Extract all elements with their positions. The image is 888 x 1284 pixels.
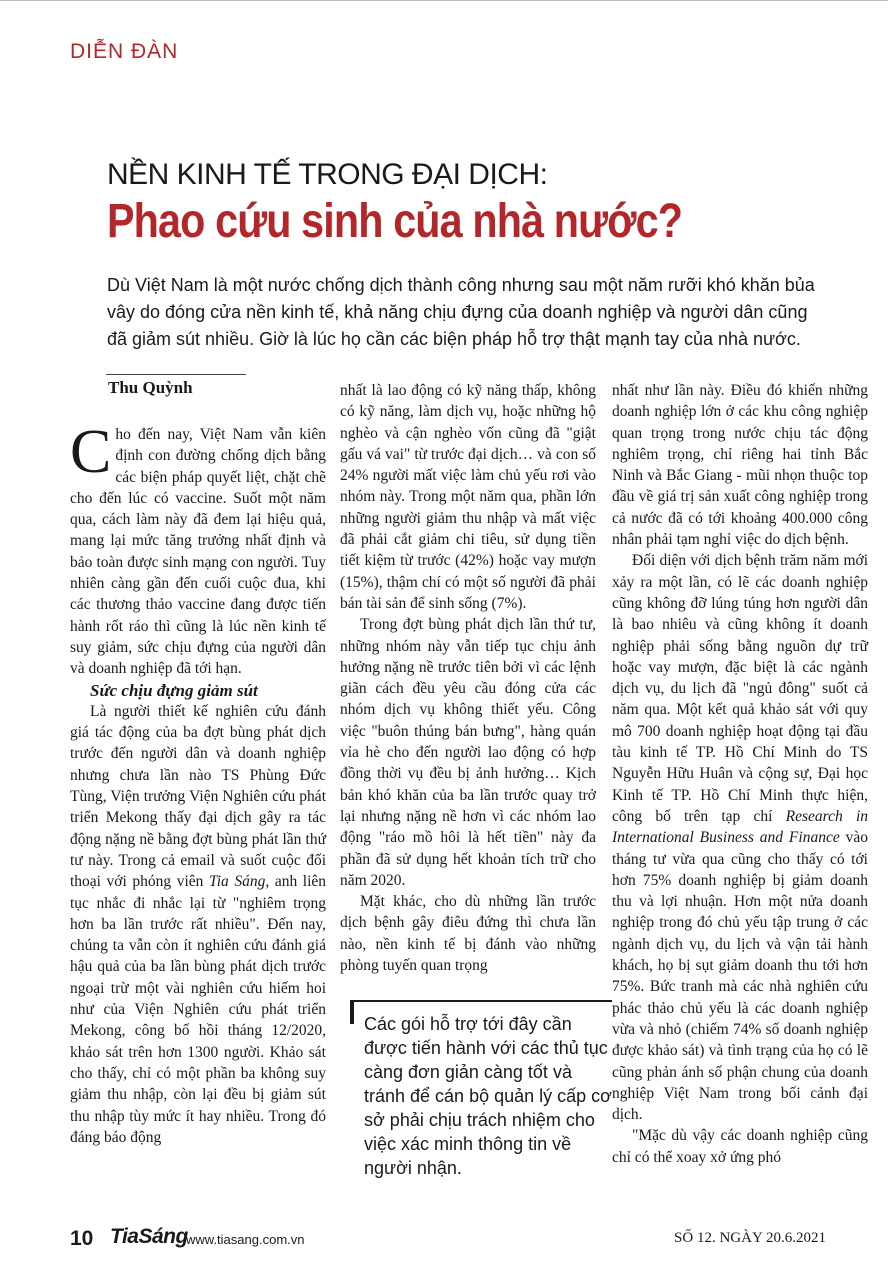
top-rule	[0, 0, 888, 7]
paragraph: "Mặc dù vậy các doanh nghiệp cũng chỉ có thể xoay xở ứng phó	[612, 1127, 868, 1166]
byline-rule	[106, 374, 246, 375]
drop-cap: C	[70, 418, 112, 486]
paragraph: Mặt khác, cho dù những lần trước dịch bệnh gây điêu đứng thì chưa lần nào, nền kinh tế bị đánh vào những phòng tuyến quan trọng	[340, 893, 596, 975]
paragraph-text: vào tháng tư vừa qua cũng cho thấy có tới hơn 75% doanh nghiệp bị giảm doanh thu và lợi nhuận. Hơn một nửa doanh nghiệp trong đó chủ yếu tập trung ở các ngành dịch vụ, du lịch và vận tải hành khách, họ bị sụt giảm doanh thu tới hơn 75%. Bức tranh mà các nhà nghiên cứu phác thảo chủ yếu là các doanh nghiệp vừa và nhỏ (chiếm 74% số doanh nghiệp được khảo sát) và tình trạng của họ có lẽ cũng phản ánh số phận chung của doanh nghiệp Việt Nam trong bối cảnh đại dịch.	[612, 829, 868, 1124]
pull-quote-text: Các gói hỗ trợ tới đây cần được tiến hành với các thủ tục càng đơn giản càng tốt và tránh để cán bộ quản lý cấp cơ sở phải chịu trách nhiệm cho việc xác minh thông tin về người nhận.	[364, 1014, 612, 1178]
paragraph	[612, 550, 868, 1125]
brand-logo: TiaSáng	[110, 1225, 188, 1248]
paragraph: nhất như lần này. Điều đó khiến những doanh nghiệp lớn ở các khu công nghiệp quan trọng trong nước chịu tác động nghiêm trọng, chỉ riêng hai tỉnh Bắc Ninh và Bắc Giang - mũi nhọn thuộc top đầu về giá trị sản xuất công nghiệp trong cả nước đã có tới khoảng 400.000 công nhân phải tạm nghỉ việc do dịch bệnh.	[612, 382, 868, 549]
paragraph-text: Là người thiết kế nghiên cứu đánh giá tác động của ba đợt bùng phát dịch trước đến người dân và doanh nghiệp nhưng chưa lần nào TS Phùng Đức Tùng, Viện trưởng Viện Nghiên cứu phát triển Mekong thấy đại dịch gây ra tác động nặng nề bằng đợt bùng phát lần thứ tư này. Trong cả email và suốt cuộc đối thoại với phóng viên	[70, 702, 326, 891]
paragraph-text: Đối diện với dịch bệnh trăm năm mới xảy ra một lần, có lẽ các doanh nghiệp cũng không đỡ lúng túng hơn người dân là bao nhiêu và cũng không ít doanh nghiệp phải sống bằng nguồn dự trữ hoặc vay mượn, đặc biệt là các ngành dịch vụ, du lịch đã "ngủ đông" suốt cả năm qua. Một kết quả khảo sát với quy mô 700 doanh nghiệp hoạt động tại đầu tàu kinh tế TP. Hồ Chí Minh do TS Nguyễn Hữu Huân và cộng sự, Đại học Kinh tế TP. Hồ Chí Minh thực hiện, công bố trên tạp chí	[612, 552, 868, 825]
paragraph	[70, 418, 326, 680]
paragraph: nhất là lao động có kỹ năng thấp, không có kỹ năng, làm dịch vụ, hoặc những hộ nghèo và cận nghèo vốn cũng đã "giật gấu vá vai" từ trước đại dịch… và con số 24% người mất việc làm chủ yếu rơi vào nhóm này. Trong một năm qua, phần lớn những người giảm thu nhập và mất việc đã phải cắt giảm chi tiêu, sử dụng tiền tiết kiệm từ trước (42%) hoặc vay mượn (15%), thậm chí có một số người đã phải bán tài sản để sinh sống (7%).	[340, 382, 596, 612]
pull-quote-bar	[350, 1002, 354, 1024]
issue-info: SỐ 12. NGÀY 20.6.2021	[674, 1230, 826, 1246]
article-column-2	[340, 380, 596, 976]
journal-name: Research in International Business and Finance	[612, 807, 868, 847]
section-label: DIỄN ĐÀN	[70, 40, 179, 63]
byline: Thu Quỳnh	[108, 378, 193, 397]
pull-quote	[350, 1000, 612, 1180]
article-column-1	[70, 418, 327, 1148]
article-column-3	[612, 380, 868, 1168]
page-number: 10	[70, 1227, 94, 1250]
lede: Dù Việt Nam là một nước chống dịch thành công nhưng sau một năm rưỡi khó khăn bủa vây do đóng cửa nền kinh tế, khả năng chịu đựng của doanh nghiệp và người dân cũng đã giảm sút nhiều. Giờ là lúc họ cần các biện pháp hỗ trợ thật mạnh tay của nhà nước.	[107, 275, 815, 349]
paragraph: Trong đợt bùng phát dịch lần thứ tư, những nhóm này vẫn tiếp tục chịu ảnh hưởng nặng nề trước tiên bởi vì các lệnh giãn cách đều yêu cầu đóng cửa các nhóm dịch vụ không thiết yếu. Công việc "buôn thúng bán bưng", hàng quán vỉa hè cho đến người lao động có hợp đồng thời vụ đều bị ảnh hưởng… Kịch bản khó khăn của ba lần trước quay trở lại nhưng nặng nề hơn vì các nhóm lao động "ráo mồ hôi là hết tiền" này đa phần đã sử dụng hết khoản tích trữ cho năm 2020.	[340, 616, 596, 889]
subheading: Sức chịu đựng giảm sút	[90, 680, 258, 700]
headline: Phao cứu sinh của nhà nước?	[107, 195, 683, 248]
headline-kicker: NỀN KINH TẾ TRONG ĐẠI DỊCH:	[107, 158, 548, 191]
paragraph-text: ho đến nay, Việt Nam vẫn kiên định con đường chống dịch bằng các biện pháp quyết liệt, chặt chẽ cho đến lúc có vaccine. Suốt một năm qua, cách làm này đã đem lại hiệu quả, mang lại mức tăng trưởng nhất định và bảo toàn được sinh mạng con người. Tuy nhiên càng gần đến cuối cuộc đua, khi các thương thảo vaccine đang được tiến hành rốt ráo thì cũng là lúc nền kinh tế suy giảm, sức chịu đựng của người dân và doanh nghiệp đã tới hạn.	[70, 426, 326, 678]
paragraph-text: , anh liên tục nhắc đi nhắc lại từ "nghiêm trọng hơn ba lần trước rất nhiều". Đến nay, chúng ta vẫn còn ít nghiên cứu đánh giá hậu quả của ba lần bùng phát dịch trước ngoại trừ một vài nghiên cứu hiếm hoi như của Viện Nghiên cứu phát triển Mekong, công bố hồi tháng 12/2020, khảo sát trên hơn 1300 người. Khảo sát cho thấy, chỉ có một phần ba không suy giảm thu nhập, còn lại đều bị giảm sút thu nhập tùy mức ít hay nhiều. Trong đó đáng báo động	[70, 873, 327, 1146]
paragraph	[70, 701, 326, 1148]
publication-name: Tia Sáng	[208, 873, 266, 891]
website-url: www.tiasang.com.vn	[186, 1232, 305, 1247]
